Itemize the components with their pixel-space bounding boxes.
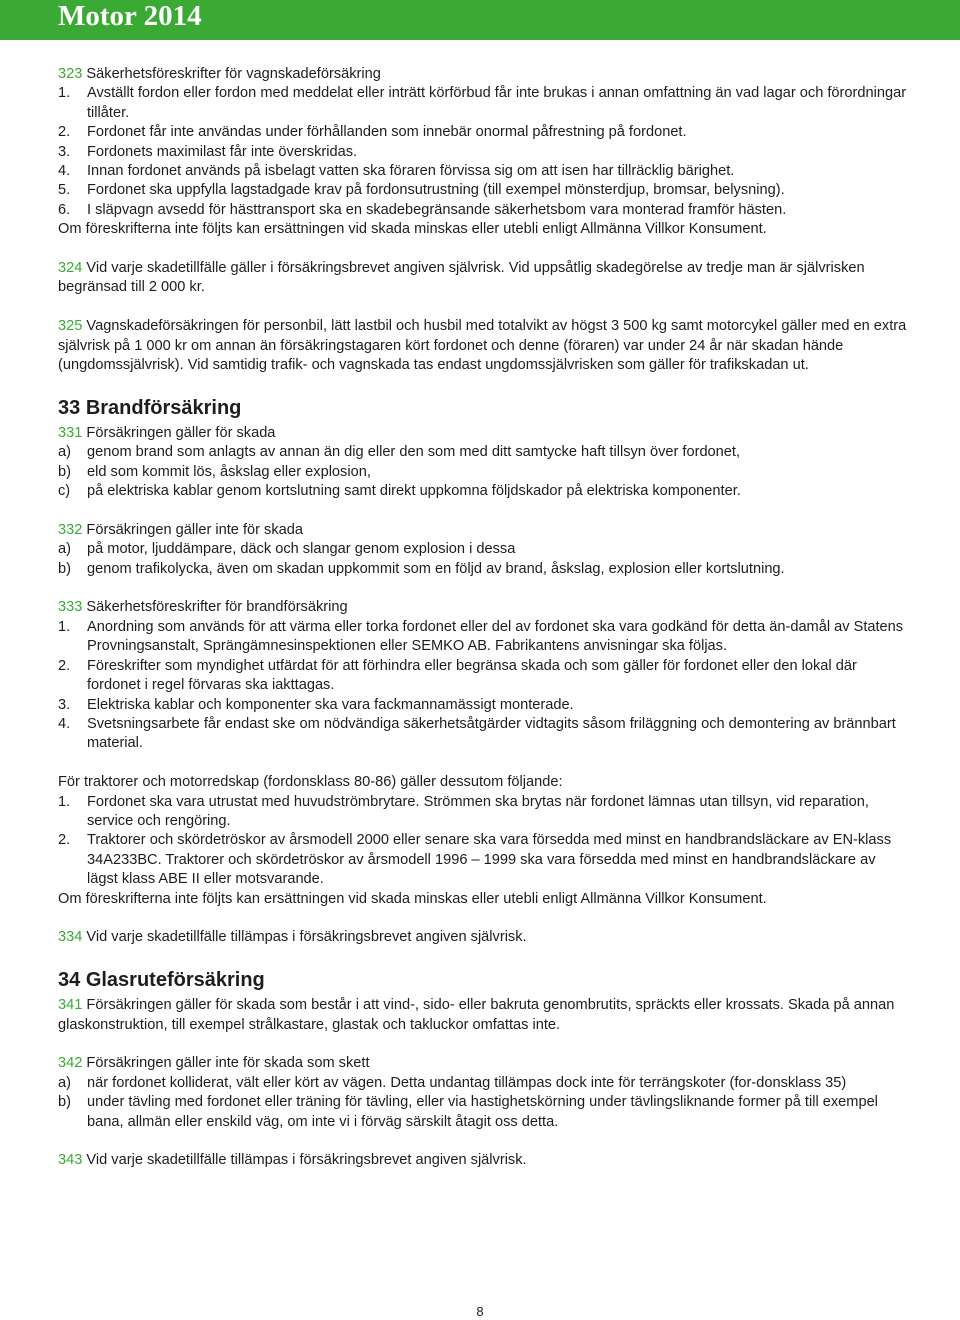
list-item-text: när fordonet kolliderat, vält eller kört av vägen. Detta undantag tillämpas dock inte för terrängskoter (for-donsklass 35): [87, 1074, 847, 1091]
list-item: [58, 143, 908, 162]
list-item: [58, 181, 908, 200]
rule-list: [58, 618, 908, 754]
list-marker: b): [58, 1094, 71, 1111]
section-number: 324: [58, 260, 83, 277]
list-item: [58, 696, 908, 715]
list-marker: 2.: [58, 657, 71, 674]
list-marker: b): [58, 463, 71, 480]
list-item-text: Traktorer och skördetröskor av årsmodell 2000 eller senare ska vara försedda med minst en handbrandsläckare av EN-klass 34A233BC. Traktorer och skördetröskor av årsmodell 1996 – 1999 ska vara försedda med minst en handbrandsläckare av lägst klass ABE II eller motsvarande.: [87, 832, 892, 888]
list-item-text: Anordning som används för att värma eller torka fordonet eller del av fordonet ska vara godkänd för detta än-damål av Statens Provningsanstalt, Sprängämnesinspektionen eller SEMKO AB. Fabrikantens anvisningar ska följas.: [87, 618, 904, 655]
section-number: 334: [58, 929, 83, 946]
list-item: [58, 1074, 908, 1093]
list-item-text: under tävling med fordonet eller träning för tävling, eller via hastighetskörning under tävlingsliknande former på till exempel bana, allmän eller enskild väg, om inte vi i förväg särskilt åtagit oss detta.: [87, 1094, 878, 1130]
section-334: [58, 928, 908, 947]
list-item-text: Fordonet ska uppfylla lagstadgade krav på fordonsutrustning (till exempel mönsterdjup, bromsar, belysning).: [87, 182, 785, 199]
list-item: [58, 793, 908, 832]
list-marker: 3.: [58, 696, 71, 713]
list-item-text: Föreskrifter som myndighet utfärdat för att förhindra eller begränsa skada och som gäller för fordonet eller den lokal där fordonet i regel förvaras ska iakttagas.: [87, 657, 857, 694]
list-item: [58, 560, 908, 579]
list-marker: a): [58, 541, 71, 558]
rule-list: [58, 84, 908, 220]
list-item: [58, 657, 908, 696]
list-item-text: I släpvagn avsedd för hästtransport ska en skadebegränsande säkerhetsbom vara monterad framför hästen.: [87, 201, 787, 218]
list-marker: 6.: [58, 201, 71, 218]
chapter-title: Brandförsäkring: [85, 396, 242, 419]
list-marker: 2.: [58, 832, 71, 849]
list-item: [58, 715, 908, 754]
section-heading: [58, 1054, 908, 1073]
list-marker: a): [58, 444, 71, 461]
section-text: Vid varje skadetillfälle gäller i försäkringsbrevet angiven självrisk. Vid uppsåtlig skadegörelse av tredje man är självrisken begränsad till 2 000 kr.: [58, 260, 865, 296]
section-number: 332: [58, 521, 83, 538]
section-325: [58, 317, 908, 375]
section-heading: [58, 424, 908, 443]
list-item-text: Elektriska kablar och komponenter ska vara fackmannamässigt monterade.: [87, 696, 574, 713]
list-item-text: Fordonet får inte användas under förhållanden som innebär onormal påfrestning på fordonet.: [87, 124, 687, 141]
list-item-text: Fordonets maximilast får inte överskridas.: [87, 143, 358, 160]
section-title: Försäkringen gäller inte för skada: [86, 521, 304, 538]
section-number: 341: [58, 997, 83, 1014]
section-333: [58, 598, 908, 753]
list-item: [58, 443, 908, 462]
list-item: [58, 84, 908, 123]
list-item-text: Avställt fordon eller fordon med meddelat eller inträtt körförbud får inte brukas i annan omfattning än vad lagar och förordningar tillåter.: [87, 85, 907, 121]
tractor-intro: För traktorer och motorredskap (fordonsklass 80-86) gäller dessutom följande:: [58, 774, 563, 791]
list-item-text: genom brand som anlagts av annan än dig eller den som med ditt samtycke haft tillsyn över fordonet,: [87, 444, 741, 461]
section-text: Vid varje skadetillfälle tillämpas i försäkringsbrevet angiven självrisk.: [86, 929, 527, 946]
list-marker: b): [58, 560, 71, 577]
list-marker: 4.: [58, 715, 71, 732]
list-item: [58, 618, 908, 657]
list-item: [58, 162, 908, 181]
section-text: Vid varje skadetillfälle tillämpas i försäkringsbrevet angiven självrisk.: [86, 1152, 527, 1169]
chapter-heading-33: [58, 395, 908, 421]
list-item: [58, 482, 908, 501]
list-item-text: Innan fordonet används på isbelagt vatten ska föraren förvissa sig om att isen har tillräcklig bärighet.: [87, 163, 735, 180]
list-marker: 4.: [58, 163, 71, 180]
list-marker: c): [58, 483, 71, 500]
list-item-text: Svetsningsarbete får endast ske om nödvändiga säkerhetsåtgärder vidtagits såsom friläggning och demontering av brännbart material.: [87, 715, 896, 752]
section-332: [58, 521, 908, 579]
section-text: Vagnskadeförsäkringen för personbil, lätt lastbil och husbil med totalvikt av högst 3 500 kg samt motorcykel gäller med en extra självrisk på 1 000 kr om annan än försäkringstagaren kört fordonet och denne (föraren) var under 24 år när skadan hände (ungdomssjälvrisk). Vid samtidig trafik- och vagnskada tas endast ungdomssjälvrisken som gäller för trafikskadan ut.: [58, 318, 907, 374]
section-title: Försäkringen gäller inte för skada som skett: [86, 1055, 370, 1072]
section-324: [58, 259, 908, 298]
section-heading: [58, 521, 908, 540]
exclusion-list: [58, 540, 908, 579]
chapter-title: Glasruteförsäkring: [85, 969, 265, 992]
tractor-rule-list: [58, 793, 908, 890]
section-heading: [58, 65, 908, 84]
page-header-title: Motor 2014: [58, 0, 202, 32]
list-item: [58, 201, 908, 220]
list-item: [58, 831, 908, 889]
chapter-number: 34: [58, 969, 81, 992]
section-number: 331: [58, 424, 83, 441]
section-heading: [58, 598, 908, 617]
list-marker: 5.: [58, 182, 71, 199]
section-342: [58, 1054, 908, 1132]
list-item: [58, 123, 908, 142]
list-marker: a): [58, 1074, 71, 1091]
list-marker: 3.: [58, 143, 71, 160]
section-341: [58, 996, 908, 1035]
list-marker: 1.: [58, 618, 71, 635]
list-item: [58, 463, 908, 482]
list-item-text: genom trafikolycka, även om skadan uppkommit som en följd av brand, åskslag, explosion eller kortslutning.: [87, 560, 785, 577]
chapter-number: 33: [58, 396, 81, 419]
list-item-text: på elektriska kablar genom kortslutning samt direkt uppkomna följdskador på elektriska komponenter.: [87, 483, 741, 500]
list-marker: 1.: [58, 793, 71, 810]
consequence-note: Om föreskrifterna inte följts kan ersättningen vid skada minskas eller utebli enligt Allmänna Villkor Konsument.: [58, 890, 767, 907]
section-number: 343: [58, 1152, 83, 1169]
section-323: [58, 65, 908, 220]
document-body: [58, 65, 908, 1171]
coverage-list: [58, 443, 908, 501]
list-marker: 1.: [58, 85, 71, 102]
exclusion-list: [58, 1074, 908, 1132]
page-number: 8: [476, 1304, 484, 1319]
chapter-heading-34: [58, 967, 908, 993]
section-text: Försäkringen gäller för skada som består i att vind-, sido- eller bakruta genombrutits, spräckts eller krossats. Skada på annan glaskonstruktion, till exempel strålkastare, glastak och takluckor omfattas inte.: [58, 997, 895, 1033]
section-number: 323: [58, 66, 83, 82]
list-marker: 2.: [58, 124, 71, 141]
section-number: 342: [58, 1055, 83, 1072]
list-item: [58, 1093, 908, 1132]
consequence-note: Om föreskrifterna inte följts kan ersättningen vid skada minskas eller utebli enligt Allmänna Villkor Konsument.: [58, 221, 767, 238]
section-number: 325: [58, 318, 83, 335]
list-item-text: Fordonet ska vara utrustat med huvudströmbrytare. Strömmen ska brytas när fordonet lämnas utan tillsyn, vid reparation, service och rengöring.: [87, 793, 869, 829]
section-title: Säkerhetsföreskrifter för brandförsäkring: [86, 599, 348, 616]
section-343: [58, 1151, 908, 1170]
section-331: [58, 424, 908, 502]
section-title: Försäkringen gäller för skada: [86, 424, 276, 441]
list-item: [58, 540, 908, 559]
section-title: Säkerhetsföreskrifter för vagnskadeförsäkring: [86, 66, 381, 82]
list-item-text: på motor, ljuddämpare, däck och slangar genom explosion i dessa: [87, 541, 516, 558]
section-number: 333: [58, 599, 83, 616]
list-item-text: eld som kommit lös, åskslag eller explosion,: [87, 463, 371, 480]
